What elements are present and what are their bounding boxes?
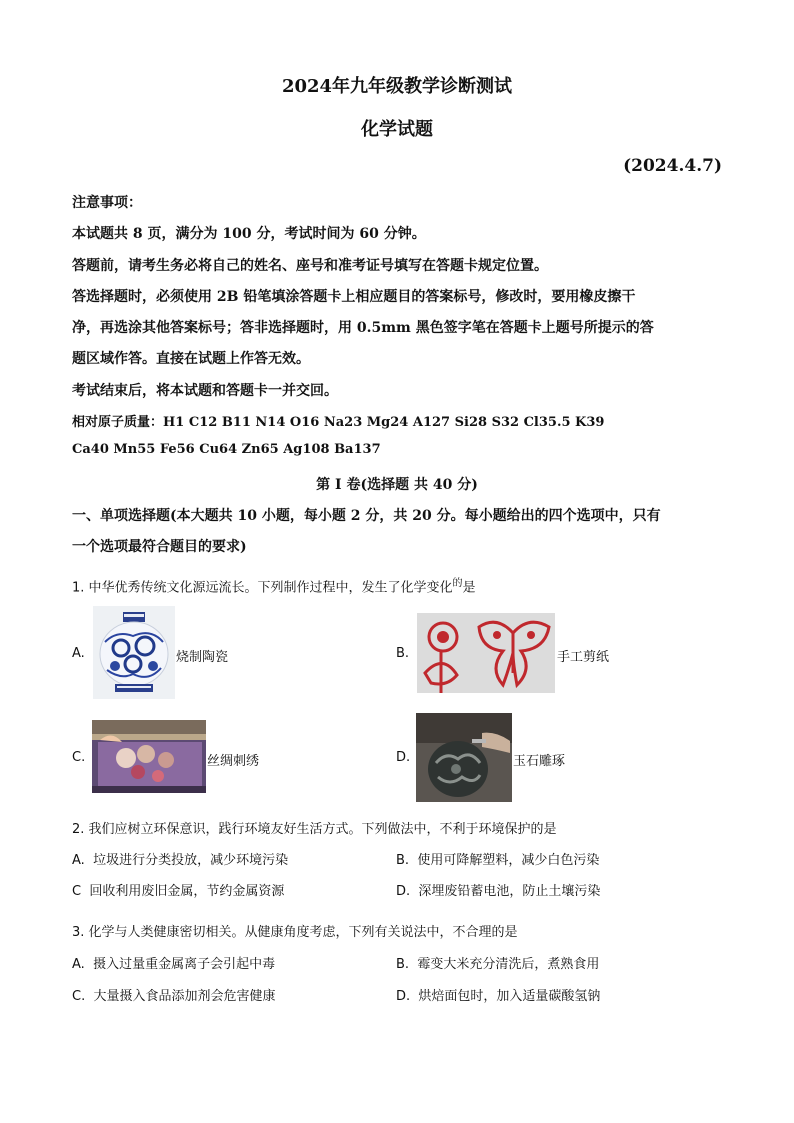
notice-heading: 注意事项： [72,195,142,211]
option-text: 手工剪纸 [557,650,610,665]
part-instruction: 一个选项最符合题目的要求) [72,539,247,555]
option-letter: B. [396,957,410,972]
question-stem [72,574,476,595]
option-letter: D. [396,884,411,899]
option-text: 霉变大米充分清洗后，煮熟食用 [417,957,600,972]
option-item [72,880,284,899]
question-stem-text: 1. 中华优秀传统文化源远流长。下列制作过程中，发生了化学变化 [72,580,453,596]
option-text: 玉石雕琢 [513,754,566,769]
question-stem: 3. 化学与人类健康密切相关。从健康角度考虑，下列有关说法中，不合理的是 [72,925,518,940]
option-text: 回收利用废旧金属，节约金属资源 [89,884,285,899]
option-item [396,985,600,1004]
option-text: 垃圾进行分类投放，减少环境污染 [93,853,289,868]
option-text: 烘焙面包时，加入适量碳酸氢钠 [418,989,601,1004]
option-item [396,849,599,868]
paper-cutting-image [417,613,555,693]
section-heading: 第 I 卷(选择题 共 40 分) [316,477,478,493]
option-letter: A. [72,646,85,661]
notice-line: 考试结束后，将本试题和答题卡一并交回。 [72,383,338,399]
porcelain-vase-image [93,606,175,699]
option-letter: B. [396,646,410,661]
option-text: 摄入过量重金属离子会引起中毒 [93,957,276,972]
question-stem: 2. 我们应树立环保意识，践行环境友好生活方式。下列做法中，不利于环境保护的是 [72,822,557,837]
atomic-mass-line: 相对原子质量：H1 C12 B11 N14 O16 Na23 Mg24 A127 Si28 S32 Cl35.5 K39 [72,415,605,430]
option-letter: A. [72,957,85,972]
option-letter: C. [72,989,86,1004]
silk-embroidery-image [92,720,206,793]
option-letter: D. [396,989,411,1004]
notice-line: 净，再选涂其他答案标号；答非选择题时，用 0.5mm 黑色签字笔在答题卡上题号所提示的答 [72,320,654,336]
exam-title: 2024年九年级教学诊断测试 [281,76,513,97]
option-text: 丝绸刺绣 [207,754,260,769]
notice-line: 本试题共 8 页，满分为 100 分，考试时间为 60 分钟。 [72,226,426,242]
question-stem-sup: 的 [452,578,463,589]
option-item [396,880,600,899]
option-letter: B. [396,853,410,868]
option-text: 烧制陶瓷 [176,650,229,665]
option-letter: C. [72,750,86,765]
option-item [72,849,288,868]
option-letter: D. [396,750,411,765]
option-item [72,953,275,972]
option-letter: A. [72,853,85,868]
notice-line: 题区域作答。直接在试题上作答无效。 [72,351,310,367]
question-stem-end: 是 [462,580,476,596]
option-item [72,985,276,1004]
option-letter: C [72,884,82,899]
option-item [396,953,599,972]
option-text: 使用可降解塑料，减少白色污染 [417,853,600,868]
option-text: 深埋废铅蓄电池，防止土壤污染 [418,884,601,899]
notice-line: 答选择题时，必须使用 2B 铅笔填涂答题卡上相应题目的答案标号，修改时，要用橡皮擦干 [72,289,636,305]
atomic-mass-line: Ca40 Mn55 Fe56 Cu64 Zn65 Ag108 Ba137 [72,442,381,457]
notice-line: 答题前，请考生务必将自己的姓名、座号和准考证号填写在答题卡规定位置。 [72,258,548,274]
part-instruction: 一、单项选择题(本大题共 10 小题，每小题 2 分，共 20 分。每小题给出的四个选项中，只有 [72,508,661,524]
option-text: 大量摄入食品添加剂会危害健康 [93,989,276,1004]
jade-carving-image [416,713,512,802]
exam-subtitle: 化学试题 [361,119,433,140]
exam-date: (2024.4.7) [623,156,722,176]
